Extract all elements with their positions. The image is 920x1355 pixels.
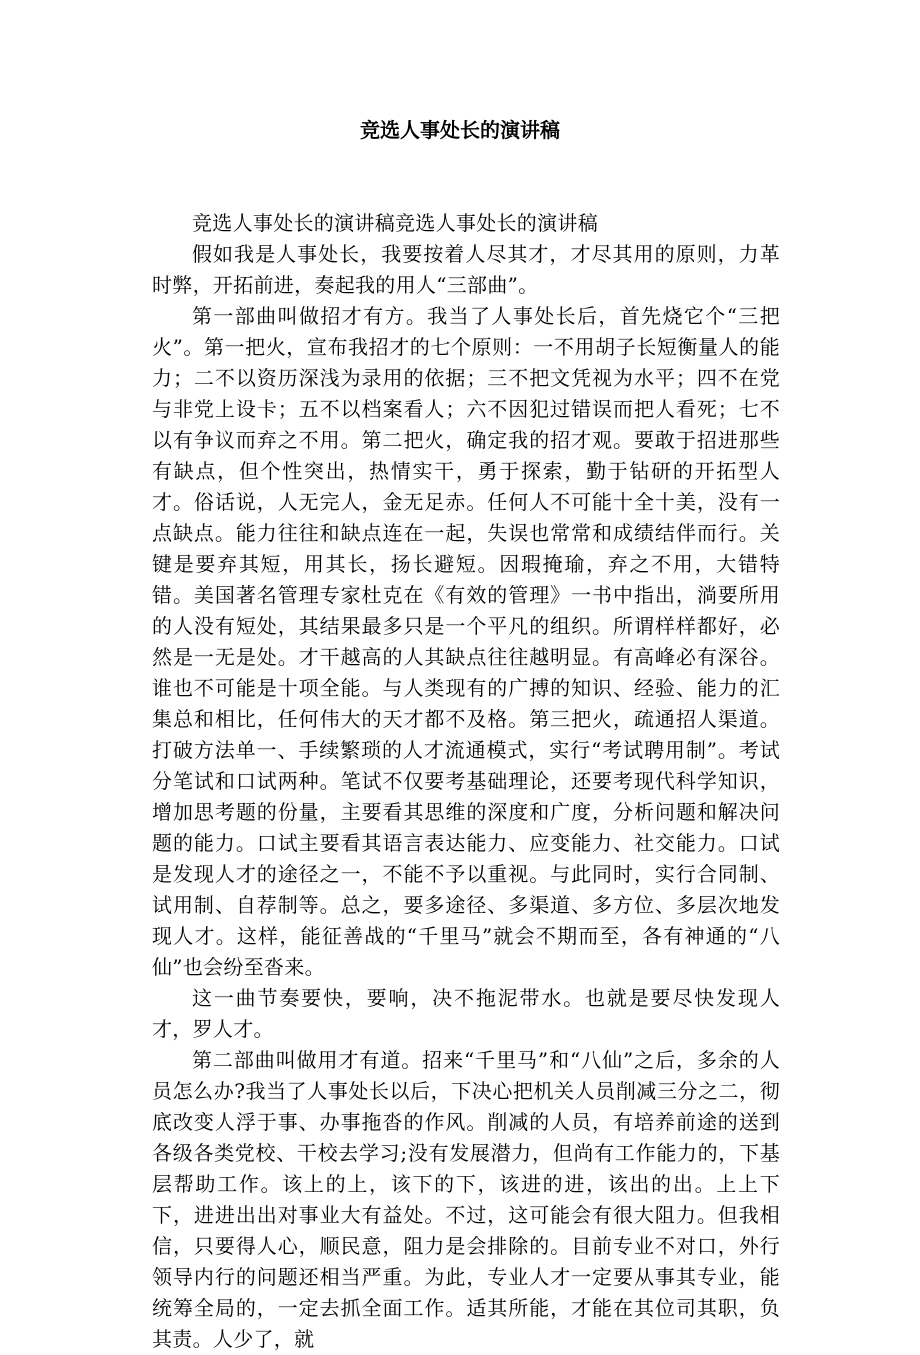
- paragraph-intro: 假如我是人事处长，我要按着人尽其才，才尽其用的原则，力革时弊，开拓前进，奏起我的用人“三部曲”。: [152, 242, 780, 297]
- document-title: 竞选人事处长的演讲稿: [360, 118, 560, 142]
- document-body: [152, 208, 780, 1355]
- paragraph-part-one: 第一部曲叫做招才有方。我当了人事处长后，首先烧它个“三把火”。第一把火，宣布我招才的七个原则：一不用胡子长短衡量人的能力；二不以资历深浅为录用的依据；三不把文凭视为水平；四不在党与非党上设卡；五不以档案看人；六不因犯过错误而把人看死；七不以有争议而弃之不用。第二把火，确定我的招才观。要敢于招进那些有缺点，但个性突出，热情实干，勇于探索，勤于钻研的开拓型人才。俗话说，人无完人，金无足赤。任何人不可能十全十美，没有一点缺点。能力往往和缺点连在一起，失误也常常和成绩结伴而行。关键是要弃其短，用其长，扬长避短。因瑕掩瑜，弃之不用，大错特错。美国著名管理专家杜克在《有效的管理》一书中指出，淌要所用的人没有短处，其结果最多只是一个平凡的组织。所谓样样都好，必然是一无是处。才干越高的人其缺点往往越明显。有高峰必有深谷。谁也不可能是十项全能。与人类现有的广搏的知识、经验、能力的汇集总和相比，任何伟大的天才都不及格。第三把火，疏通招人渠道。打破方法单一、手续繁琐的人才流通模式，实行“考试聘用制”。考试分笔试和口试两种。笔试不仅要考基础理论，还要考现代科学知识，增加思考题的份量，主要看其思维的深度和广度，分析问题和解决问题的能力。口试主要看其语言表达能力、应变能力、社交能力。口试是发现人才的途径之一，不能不予以重视。与此同时，实行合同制、试用制、自荐制等。总之，要多途径、多渠道、多方位、多层次地发现人才。这样，能征善战的“千里马”就会不期而至，各有神通的“八仙”也会纷至沓来。: [152, 304, 780, 979]
- paragraph-part-two: 第二部曲叫做用才有道。招来“千里马”和“八仙”之后，多余的人员怎么办?我当了人事处长以后，下决心把机关人员削减三分之二，彻底改变人浮于事、办事拖沓的作风。削减的人员，有培养前途的送到各级各类党校、干校去学习;没有发展潜力，但尚有工作能力的，下基层帮助工作。该上的上，该下的下，该进的进，该出的出。上上下下，进进出出对事业大有益处。不过，这可能会有很大阻力。但我相信，只要得人心，顺民意，阻力是会排除的。目前专业不对口，外行领导内行的问题还相当严重。为此，专业人才一定要从事其专业，能统筹全局的，一定去抓全面工作。适其所能，才能在其位司其职，负其责。人少了，就: [152, 1048, 780, 1351]
- paragraph-heading-repeat: 竞选人事处长的演讲稿竞选人事处长的演讲稿: [192, 211, 598, 235]
- paragraph-part-one-summary: 这一曲节奏要快，要响，决不拖泥带水。也就是要尽快发现人才，罗人才。: [152, 986, 780, 1041]
